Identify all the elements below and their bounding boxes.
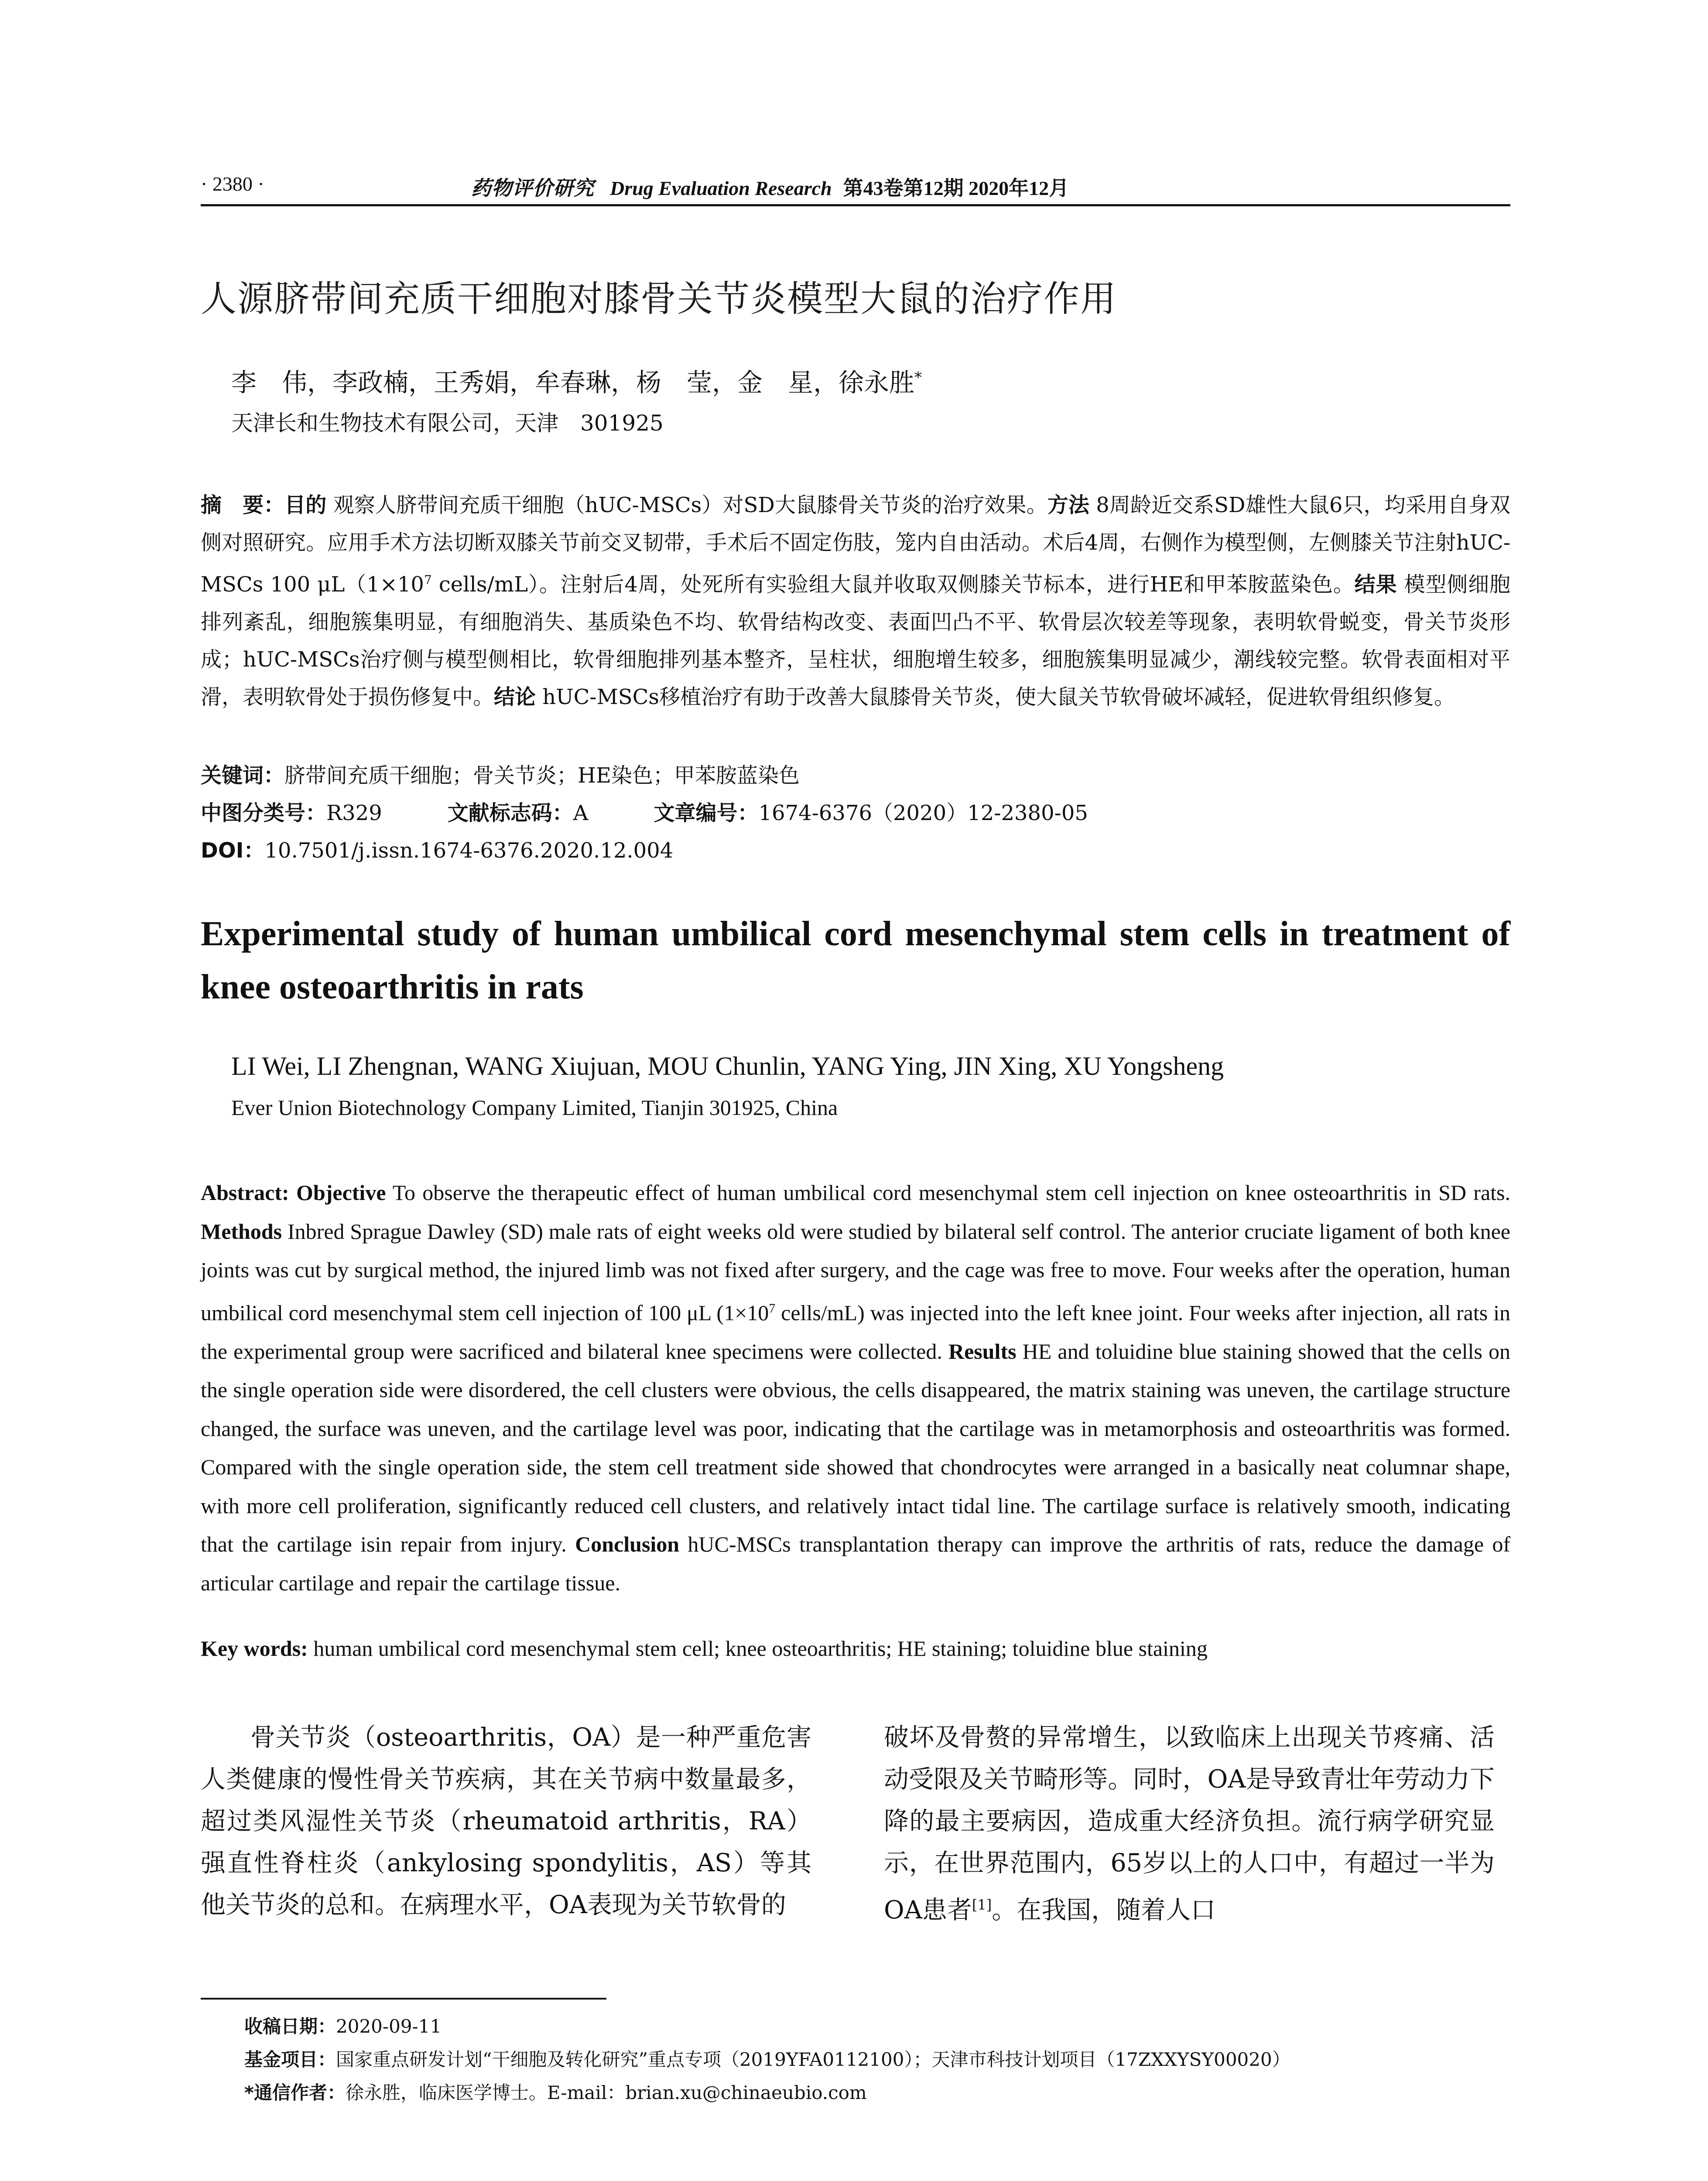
- cn-methods-tail: cells/mL）。注射后4周，处死所有实验组大鼠并收取双侧膝关节标本，进行HE和甲苯胺蓝染色。: [431, 572, 1355, 597]
- fund-label: 基金项目：: [244, 2049, 336, 2070]
- cn-objective: 观察人脐带间充质干细胞（hUC-MSCs）对SD大鼠膝骨关节炎的治疗效果。: [326, 493, 1047, 517]
- received-value: 2020-09-11: [336, 2016, 442, 2037]
- en-title: Experimental study of human umbilical cord mesenchymal stem cells in treatment of knee osteoarthritis in rats: [201, 915, 1510, 1006]
- cn-classification: [201, 796, 1510, 826]
- body-column-right: [884, 1716, 1495, 1931]
- cn-keywords-label: 关键词：: [201, 763, 285, 788]
- doi-label: DOI：: [201, 838, 265, 863]
- citation-ref[interactable]: [1]: [972, 1897, 992, 1913]
- cn-affiliation: 天津长和生物技术有限公司，天津 301925: [231, 410, 664, 436]
- journal-line: [471, 172, 1069, 201]
- cn-conclusion-label: 结论: [494, 685, 536, 709]
- corresponding-author: [244, 2076, 1509, 2109]
- en-results-label: Results: [948, 1339, 1017, 1364]
- article-no-value: 1674-6376（2020）12-2380-05: [758, 801, 1088, 825]
- en-objective-label: Objective: [296, 1180, 386, 1205]
- fund-value: 国家重点研发计划“干细胞及转化研究”重点专项（2019YFA0112100）；天津市科技计划项目（17ZXXYSY00020）: [336, 2049, 1290, 2070]
- clc-value: R329: [326, 801, 382, 825]
- journal-name: Drug Evaluation Research: [610, 177, 832, 199]
- cn-abstract: [201, 486, 1510, 716]
- body-right-text: 破坏及骨赘的异常增生，以致临床上出现关节疼痛、活动受限及关节畸形等。同时，OA是导致青壮年劳动力下降的最主要病因，造成重大经济负担。流行病学研究显示，在世界范围内，65岁以上的人口中，有超过一半为OA患者: [884, 1723, 1495, 1925]
- en-keywords: [201, 1636, 1510, 1661]
- cn-conclusion: hUC-MSCs移植治疗有助于改善大鼠膝骨关节炎，使大鼠关节软骨破坏减轻，促进软骨组织修复。: [536, 685, 1455, 709]
- clc-label: 中图分类号：: [201, 801, 327, 825]
- en-methods-label: Methods: [201, 1219, 282, 1244]
- received-date: [244, 2010, 1509, 2043]
- cn-keywords-text: 脐带间充质干细胞；骨关节炎；HE染色；甲苯胺蓝染色: [284, 763, 800, 788]
- article-no-label: 文章编号：: [654, 801, 759, 825]
- corr-value: 徐永胜，临床医学博士。E-mail：brian.xu@chinaeubio.com: [345, 2082, 867, 2103]
- en-authors: LI Wei, LI Zhengnan, WANG Xiujuan, MOU Chunlin, YANG Ying, JIN Xing, XU Yongsheng: [231, 1052, 1224, 1080]
- cn-objective-label: 目的: [284, 493, 327, 517]
- en-methods-exponent: 7: [769, 1301, 776, 1316]
- cn-abstract-label: 摘 要：: [201, 493, 285, 517]
- page-number: · 2380 ·: [201, 173, 264, 195]
- doi-value: 10.7501/j.issn.1674-6376.2020.12.004: [264, 838, 674, 863]
- en-affiliation: Ever Union Biotechnology Company Limited, Tianjin 301925, China: [231, 1095, 838, 1120]
- en-abstract: [201, 1173, 1510, 1602]
- en-methods-tail: cells/mL) was injected into the left knee joint. Four weeks after injection, all rats in the experimental group were sacrificed and bilateral knee specimens were collected.: [201, 1300, 1510, 1364]
- received-label: 收稿日期：: [244, 2016, 336, 2037]
- en-conclusion: hUC-MSCs transplantation therapy can improve the arthritis of rats, reduce the damage of articular cartilage and repair the cartilage tissue.: [201, 1532, 1510, 1595]
- body-column-left: 骨关节炎（osteoarthritis，OA）是一种严重危害人类健康的慢性骨关节疾病，其在关节病中数量最多，超过类风湿性关节炎（rheumatoid arthritis，RA）强直性脊柱炎（ankylosing spondylitis，AS）等其他关节炎的总和。在病理水平，OA表现为关节软骨的: [201, 1723, 811, 1919]
- cn-methods-label: 方法: [1047, 493, 1089, 517]
- doc-code-label: 文献标志码：: [447, 801, 573, 825]
- doc-code-value: A: [573, 801, 589, 825]
- cn-methods: 8周龄近交系SD雄性大鼠6只，均采用自身双侧对照研究。应用手术方法切断双膝关节前交叉韧带，手术后不固定伤肢，笼内自由活动。术后4周，右侧作为模型侧，左侧膝关节注射hUC-MSCs 100 μL（1×10: [201, 493, 1510, 597]
- cn-methods-exponent: 7: [424, 573, 432, 587]
- header-rule: [201, 204, 1510, 206]
- footnotes: [244, 2010, 1509, 2109]
- cn-author-list: 李 伟，李政楠，王秀娟，牟春琳，杨 莹，金 星，徐永胜: [231, 368, 915, 397]
- cn-keywords: [201, 759, 1510, 789]
- cn-results-label: 结果: [1354, 572, 1397, 597]
- en-results: HE and toluidine blue staining showed that the cells on the single operation side were disordered, the cell clusters were obvious, the cells disappeared, the matrix staining was uneven, the cartilage structure changed, the surface was uneven, and the cartilage level was poor, indicating that the cartilage was in metamorphosis and osteoarthritis was formed. Compared with the single operation side, the stem cell treatment side showed that chondrocytes were arranged in a basically neat columnar shape, with more cell proliferation, significantly reduced cell clusters, and relatively intact tidal line. The cartilage surface is relatively smooth, indicating that the cartilage isin repair from injury.: [201, 1339, 1510, 1557]
- body-right-tail: 。在我国，随着人口: [992, 1896, 1216, 1925]
- corresponding-mark: *: [914, 369, 922, 386]
- en-methods: Inbred Sprague Dawley (SD) male rats of eight weeks old were studied by bilateral self control. The anterior cruciate ligament of both knee joints was cut by surgical method, the injured limb was not fixed after surgery, and the cage was free to move. Four weeks after the operation, human umbilical cord mesenchymal stem cell injection of 100 μL (1×10: [201, 1219, 1510, 1325]
- corr-label: *通信作者：: [244, 2082, 346, 2103]
- running-header: [201, 168, 1509, 203]
- en-abstract-label: Abstract:: [201, 1180, 289, 1205]
- footnote-rule: [201, 1998, 606, 2000]
- journal-logo: 药物评价研究: [471, 176, 594, 200]
- cn-results: 模型侧细胞排列紊乱，细胞簇集明显，有细胞消失、基质染色不均、软骨结构改变、表面凹凸不平、软骨层次较差等现象，表明软骨蜕变，骨关节炎形成；hUC-MSCs治疗侧与模型侧相比，软骨细胞排列基本整齐，呈柱状，细胞增生较多，细胞簇集明显减少，潮线较完整。软骨表面相对平滑，表明软骨处于损伤修复中。: [201, 572, 1510, 709]
- fund-info: [244, 2043, 1509, 2076]
- issue-info: 第43卷第12期 2020年12月: [843, 177, 1069, 199]
- en-keywords-label: Key words:: [201, 1636, 308, 1661]
- cn-doi: [201, 834, 1510, 864]
- cn-title: 人源脐带间充质干细胞对膝骨关节炎模型大鼠的治疗作用: [201, 278, 1117, 320]
- en-keywords-text: human umbilical cord mesenchymal stem cell; knee osteoarthritis; HE staining; toluidine blue staining: [308, 1636, 1208, 1661]
- en-conclusion-label: Conclusion: [575, 1532, 680, 1557]
- cn-authors: [231, 362, 922, 399]
- en-objective: To observe the therapeutic effect of human umbilical cord mesenchymal stem cell injection on knee osteoarthritis in SD rats.: [386, 1180, 1511, 1205]
